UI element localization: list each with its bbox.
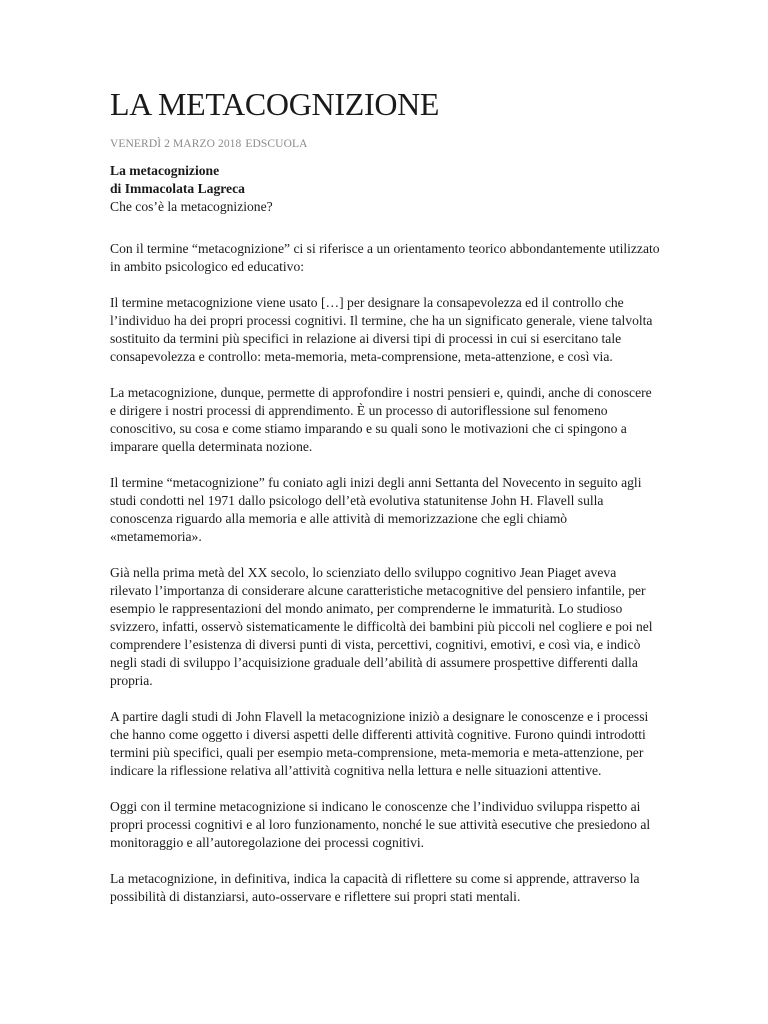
- paragraph-1: Con il termine “metacognizione” ci si riferisce a un orientamento teorico abbondantemente utilizzato in ambito psicologico ed educativo:: [110, 241, 660, 274]
- article-byline: di Immacolata Lagreca: [110, 181, 245, 196]
- paragraph-3: La metacognizione, dunque, permette di approfondire i nostri pensieri e, quindi, anche di conoscere e dirigere i nostri processi di apprendimento. È un processo di autoriflessione sul fenomeno conoscitivo, su cosa e come stiamo imparando e su quali sono le motivazioni che ci spingono a imparare quella determinata nozione.: [110, 385, 652, 454]
- paragraph-7: Oggi con il termine metacognizione si indicano le conoscenze che l’individuo sviluppa rispetto ai propri processi cognitivi e al loro funzionamento, nonché le sue attività esecutive che presiedono al monitoraggio e all’autoregolazione dei processi cognitivi.: [110, 799, 651, 850]
- paragraph-8: La metacognizione, in definitiva, indica la capacità di riflettere su come si apprende, attraverso la possibilità di distanziarsi, auto-osservare e riflettere sui propri stati mentali.: [110, 871, 640, 904]
- post-author: EDSCUOLA: [245, 138, 308, 150]
- paragraph-2: Il termine metacognizione viene usato […] per designare la consapevolezza ed il controllo che l’individuo ha dei propri processi cognitivi. Il termine, che ha un significato generale, viene talvolta sostituito da termini più specifici in relazione ai diversi tipi di processi in cui si esercitano tale consapevolezza e controllo: meta-memoria, meta-comprensione, meta-attenzione, e così via.: [110, 295, 653, 364]
- paragraph-4: Il termine “metacognizione” fu coniato agli inizi degli anni Settanta del Novecento in seguito agli studi condotti nel 1971 dallo psicologo dell’età evolutiva statunitense John H. Flavell sulla conoscenza riguardo alla memoria e alle attività di memorizzazione che egli chiamò «metamemoria».: [110, 475, 642, 544]
- post-meta: [110, 136, 660, 152]
- document-page: [110, 84, 660, 924]
- article-heading: La metacognizione: [110, 163, 220, 178]
- paragraph-5: Già nella prima metà del XX secolo, lo scienziato dello sviluppo cognitivo Jean Piaget aveva rilevato l’importanza di considerare alcune caratteristiche metacognitive del pensiero infantile, per esempio le rappresentazioni del mondo animato, per comprenderne le immaturità. Lo studioso svizzero, infatti, osservò sistematicamente le difficoltà dei bambini più piccoli nel cogliere e poi nel comprendere l’esistenza di diversi punti di vista, percettivi, cognitivi, emotivi, e così via, e indicò negli stadi di sviluppo l’acquisizione graduale dell’abilità di assumere prospettive differenti dalla propria.: [110, 565, 653, 688]
- paragraph-6: A partire dagli studi di John Flavell la metacognizione iniziò a designare le conoscenze e i processi che hanno come oggetto i diversi aspetti delle differenti attività cognitive. Furono quindi introdotti termini più specifici, quali per esempio meta-comprensione, meta-memoria e meta-attenzione, per indicare la riflessione relativa all’attività cognitiva nella lettura e nelle situazioni attentive.: [110, 709, 649, 778]
- page-title: LA METACOGNIZIONE: [110, 86, 440, 122]
- article-question: Che cos’è la metacognizione?: [110, 199, 273, 214]
- post-date: VENERDÌ 2 MARZO 2018: [110, 138, 242, 150]
